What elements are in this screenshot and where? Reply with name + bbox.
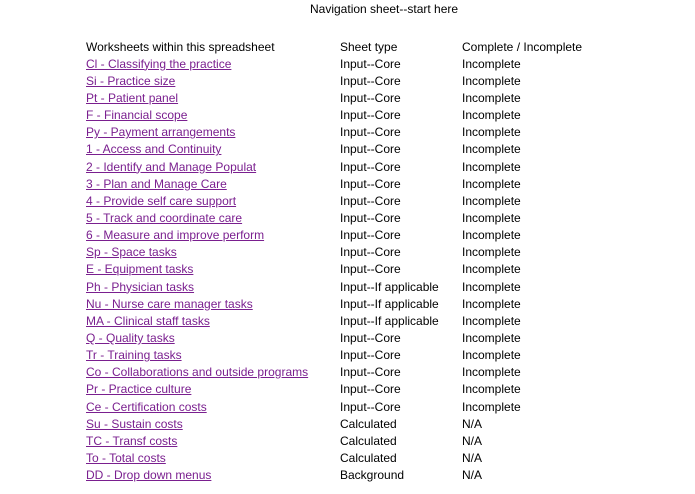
table-row [86, 72, 592, 89]
worksheet-link[interactable]: 3 - Plan and Manage Care [86, 176, 227, 191]
table-row [86, 449, 592, 466]
table-row [86, 278, 592, 295]
status-cell: Incomplete [462, 245, 521, 260]
worksheet-link[interactable]: DD - Drop down menus [86, 468, 212, 483]
status-cell: Incomplete [462, 159, 521, 174]
table-row [86, 381, 592, 398]
table-row [86, 364, 592, 381]
sheet-type-cell: Background [340, 468, 405, 483]
worksheet-link[interactable]: Tr - Training tasks [86, 348, 182, 363]
sheet-type-cell: Input--If applicable [340, 279, 439, 294]
worksheet-link[interactable]: F - Financial scope [86, 108, 188, 123]
table-row [86, 329, 592, 346]
status-cell: Incomplete [462, 262, 521, 277]
table-row [86, 227, 592, 244]
sheet-type-cell: Calculated [340, 433, 397, 448]
worksheet-link[interactable]: Pr - Practice culture [86, 382, 192, 397]
worksheet-link[interactable]: TC - Transf costs [86, 433, 178, 448]
status-cell: Incomplete [462, 73, 521, 88]
table-row [86, 124, 592, 141]
sheet-type-cell: Input--Core [340, 382, 401, 397]
status-cell: Incomplete [462, 193, 521, 208]
status-cell: Incomplete [462, 142, 521, 157]
worksheet-link[interactable]: Co - Collaborations and outside programs [86, 365, 309, 380]
sheet-type-cell: Input--Core [340, 108, 401, 123]
sheet-type-cell: Input--Core [340, 125, 401, 140]
worksheet-link[interactable]: 4 - Provide self care support [86, 193, 237, 208]
status-cell: Incomplete [462, 176, 521, 191]
sheet-type-cell: Calculated [340, 450, 397, 465]
table-row [86, 107, 592, 124]
worksheet-link[interactable]: Q - Quality tasks [86, 330, 175, 345]
sheet-type-cell: Input--Core [340, 348, 401, 363]
table-row [86, 347, 592, 364]
worksheet-link[interactable]: Py - Payment arrangements [86, 125, 236, 140]
status-cell: N/A [462, 416, 483, 431]
sheet-type-cell: Input--Core [340, 262, 401, 277]
worksheet-link[interactable]: 5 - Track and coordinate care [86, 210, 243, 225]
header-sheet-type: Sheet type [340, 39, 398, 54]
sheet-type-cell: Input--If applicable [340, 313, 439, 328]
worksheet-link[interactable]: Su - Sustain costs [86, 416, 183, 431]
sheet-type-cell: Input--Core [340, 159, 401, 174]
status-cell: Incomplete [462, 108, 521, 123]
table-row [86, 261, 592, 278]
table-row [86, 398, 592, 415]
table-row [86, 312, 592, 329]
table-row [86, 415, 592, 432]
table-row [86, 158, 592, 175]
navigation-table [86, 38, 592, 484]
sheet-type-cell: Input--Core [340, 90, 401, 105]
table-row [86, 295, 592, 312]
status-cell: Incomplete [462, 313, 521, 328]
sheet-type-cell: Calculated [340, 416, 397, 431]
status-cell: N/A [462, 468, 483, 483]
worksheet-link[interactable]: 6 - Measure and improve perform [86, 228, 265, 243]
table-row [86, 175, 592, 192]
table-row [86, 209, 592, 226]
worksheet-link[interactable]: MA - Clinical staff tasks [86, 313, 210, 328]
worksheet-list [86, 55, 592, 484]
sheet-type-cell: Input--Core [340, 210, 401, 225]
sheet-type-cell: Input--Core [340, 245, 401, 260]
status-cell: Incomplete [462, 296, 521, 311]
table-row [86, 89, 592, 106]
status-cell: Incomplete [462, 365, 521, 380]
sheet-type-cell: Input--If applicable [340, 296, 439, 311]
worksheet-link[interactable]: To - Total costs [86, 450, 166, 465]
table-row [86, 467, 592, 484]
worksheet-link[interactable]: Ce - Certification costs [86, 399, 207, 414]
worksheet-link[interactable]: Ph - Physician tasks [86, 279, 195, 294]
worksheet-link[interactable]: Nu - Nurse care manager tasks [86, 296, 253, 311]
status-cell: Incomplete [462, 210, 521, 225]
table-row [86, 432, 592, 449]
status-cell: Incomplete [462, 125, 521, 140]
status-cell: Incomplete [462, 399, 521, 414]
table-row [86, 244, 592, 261]
worksheet-link[interactable]: 1 - Access and Continuity [86, 142, 222, 157]
sheet-type-cell: Input--Core [340, 56, 401, 71]
sheet-type-cell: Input--Core [340, 365, 401, 380]
header-worksheets: Worksheets within this spreadsheet [86, 39, 275, 54]
worksheet-link[interactable]: Pt - Patient panel [86, 90, 179, 105]
status-cell: Incomplete [462, 330, 521, 345]
status-cell: N/A [462, 450, 483, 465]
worksheet-link[interactable]: Sp - Space tasks [86, 245, 177, 260]
status-cell: Incomplete [462, 90, 521, 105]
status-cell: N/A [462, 433, 483, 448]
table-row [86, 55, 592, 72]
sheet-type-cell: Input--Core [340, 330, 401, 345]
sheet-type-cell: Input--Core [340, 399, 401, 414]
worksheet-link[interactable]: E - Equipment tasks [86, 262, 194, 277]
status-cell: Incomplete [462, 348, 521, 363]
status-cell: Incomplete [462, 228, 521, 243]
worksheet-link[interactable]: Si - Practice size [86, 73, 176, 88]
header-status: Complete / Incomplete [462, 39, 583, 54]
sheet-type-cell: Input--Core [340, 73, 401, 88]
status-cell: Incomplete [462, 279, 521, 294]
status-cell: Incomplete [462, 382, 521, 397]
sheet-type-cell: Input--Core [340, 193, 401, 208]
header-row [86, 38, 592, 55]
page-title: Navigation sheet--start here [310, 2, 459, 16]
status-cell: Incomplete [462, 56, 521, 71]
sheet-type-cell: Input--Core [340, 176, 401, 191]
table-row [86, 192, 592, 209]
worksheet-link[interactable]: 2 - Identify and Manage Populat [86, 159, 257, 174]
sheet-type-cell: Input--Core [340, 228, 401, 243]
worksheet-link[interactable]: Cl - Classifying the practice [86, 56, 232, 71]
table-row [86, 141, 592, 158]
sheet-type-cell: Input--Core [340, 142, 401, 157]
